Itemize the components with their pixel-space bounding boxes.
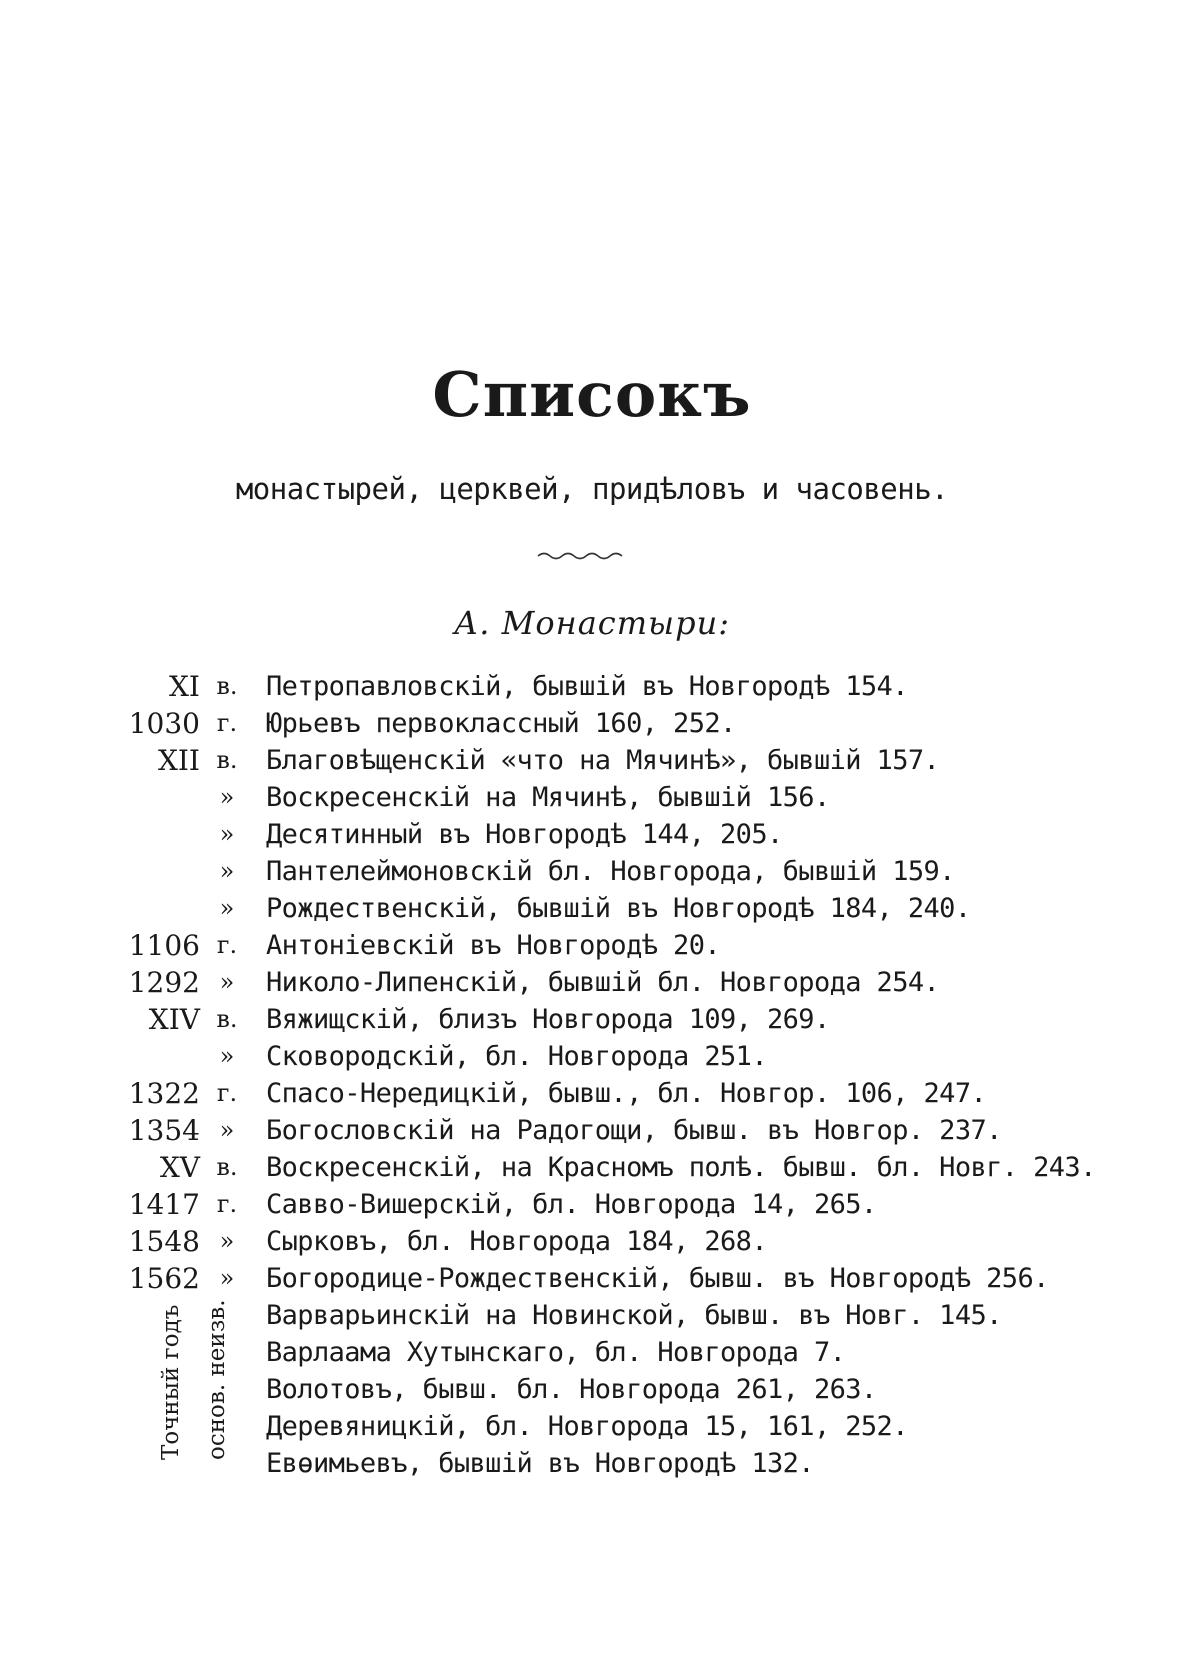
entry-text: Десятинный въ Новгородѣ 144, 205.	[266, 819, 783, 850]
page-title: Списокъ	[432, 358, 752, 431]
entry-date-unit: »	[219, 1227, 235, 1255]
list-item	[0, 1075, 1184, 1112]
list-item	[0, 705, 1184, 742]
entry-date-unit: в.	[216, 672, 238, 700]
entry-date-unit: »	[219, 1264, 235, 1292]
entry-date: 1417	[128, 1188, 200, 1221]
list-item	[0, 1001, 1184, 1038]
entry-date-unit: г.	[216, 931, 238, 959]
entry-text: Николо-Липенскій, бывшій бл. Новгорода 254.	[266, 967, 940, 998]
entry-date-unit: в.	[216, 746, 238, 774]
list-item	[0, 1260, 1184, 1297]
entry-date: 1292	[128, 966, 200, 999]
entry-text: Евѳимьевъ, бывшій въ Новгородѣ 132.	[266, 1448, 814, 1479]
entry-text: Варлаама Хутынскаго, бл. Новгорода 7.	[266, 1337, 846, 1368]
entry-text: Сырковъ, бл. Новгорода 184, 268.	[266, 1226, 767, 1257]
entry-text: Воскресенскій на Мячинѣ, бывшій 156.	[266, 782, 830, 813]
entry-date: 1322	[128, 1077, 200, 1110]
list-item	[0, 816, 1184, 853]
entry-date: 1548	[128, 1225, 200, 1258]
entry-date: 1106	[128, 929, 200, 962]
entry-date-unit: г.	[216, 709, 238, 737]
entry-date-unit: »	[219, 1116, 235, 1144]
list-item	[0, 742, 1184, 779]
page-subtitle: монастырей, церквей, придѣловъ и часовень.	[235, 472, 949, 506]
entry-date: XII	[157, 744, 200, 777]
list-item	[0, 779, 1184, 816]
entry-date-unit: »	[219, 1042, 235, 1070]
entry-text: Деревяницкій, бл. Новгорода 15, 161, 252.	[266, 1411, 908, 1442]
list-item	[0, 1038, 1184, 1075]
entry-date-unit: г.	[216, 1190, 238, 1218]
entry-date: 1354	[128, 1114, 200, 1147]
entry-date: XI	[169, 670, 200, 703]
entry-text: Петропавловскій, бывшій въ Новгородѣ 154.	[266, 671, 908, 702]
list-item	[0, 1223, 1184, 1260]
side-note-line-1: Точный годъ	[158, 1304, 184, 1460]
entry-text: Богородице-Рождественскій, бывш. въ Новгородѣ 256.	[266, 1263, 1049, 1294]
entry-text: Пантелеймоновскій бл. Новгорода, бывшій 159.	[266, 856, 955, 887]
entry-text: Спасо-Нередицкій, бывш., бл. Новгор. 106, 247.	[266, 1078, 987, 1109]
entry-text: Сковородскій, бл. Новгорода 251.	[266, 1041, 767, 1072]
entry-date-unit: в.	[216, 1153, 238, 1181]
section-heading: А. Монастыри:	[454, 604, 730, 642]
entry-text: Савво-Вишерскій, бл. Новгорода 14, 265.	[266, 1189, 877, 1220]
list-item	[0, 1149, 1184, 1186]
list-item	[0, 668, 1184, 705]
entry-text: Воскресенскій, на Красномъ полѣ. бывш. бл. Новг. 243.	[266, 1152, 1096, 1183]
entry-date: XV	[159, 1151, 200, 1184]
list-item	[0, 1186, 1184, 1223]
list-item	[0, 964, 1184, 1001]
entry-date-unit: »	[219, 894, 235, 922]
entry-text: Волотовъ, бывш. бл. Новгорода 261, 263.	[266, 1374, 877, 1405]
entry-text: Юрьевъ первоклассный 160, 252.	[266, 708, 736, 739]
entry-text: Благовѣщенскій «что на Мячинѣ», бывшій 157.	[266, 745, 940, 776]
list-item	[0, 890, 1184, 927]
side-note-line-2: основ. неизв.	[204, 1299, 230, 1460]
entry-text: Рождественскій, бывшій въ Новгородѣ 184, 240.	[266, 893, 971, 924]
entry-date-unit: »	[219, 968, 235, 996]
entry-text: Вяжищскій, близъ Новгорода 109, 269.	[266, 1004, 830, 1035]
entry-date-unit: »	[219, 820, 235, 848]
entry-date-unit: »	[219, 783, 235, 811]
entry-date-unit: »	[219, 857, 235, 885]
entry-date: XIV	[148, 1003, 200, 1036]
entry-date: 1562	[128, 1262, 200, 1295]
entry-text: Варварьинскій на Новинской, бывш. въ Новг. 145.	[266, 1300, 1002, 1331]
list-item	[0, 853, 1184, 890]
entry-text: Антоніевскій въ Новгородѣ 20.	[266, 930, 721, 961]
entry-date: 1030	[128, 707, 200, 740]
entry-date-unit: в.	[216, 1005, 238, 1033]
entry-date-unit: г.	[216, 1079, 238, 1107]
entry-text: Богословскій на Радогощи, бывш. въ Новгор. 237.	[266, 1115, 1002, 1146]
list-item	[0, 1112, 1184, 1149]
wavy-divider-icon	[536, 548, 626, 562]
list-item	[0, 927, 1184, 964]
